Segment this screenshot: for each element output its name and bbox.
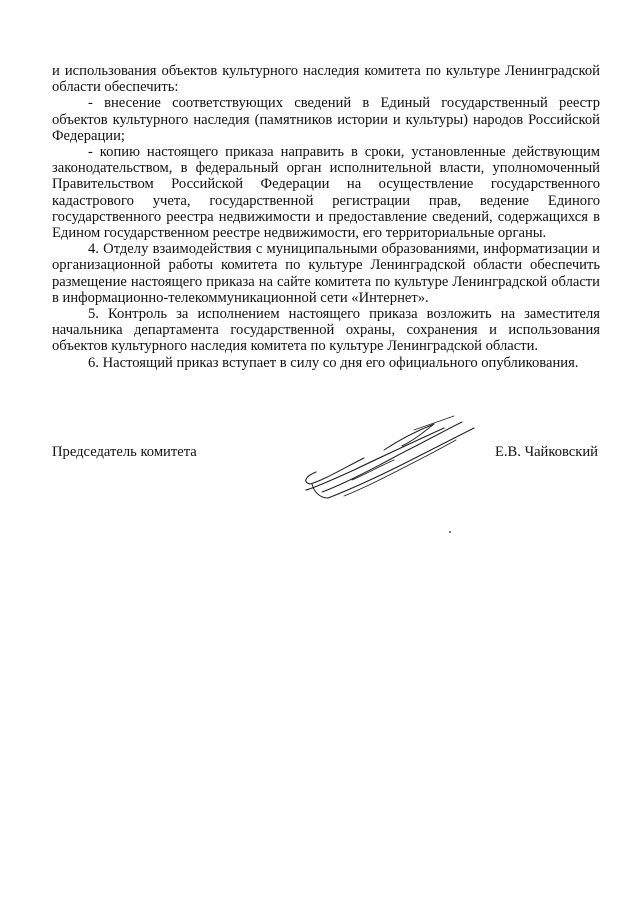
- signature-block: [52, 442, 600, 522]
- paragraph-continuation: и использования объектов культурного наследия комитета по культуре Ленинградской области обеспечить:: [52, 63, 600, 96]
- handwritten-signature: [284, 410, 494, 510]
- paragraph-item-5: 5. Контроль за исполнением настоящего приказа возложить на заместителя начальника департамента государственной охраны, сохранения и использования объектов культурного наследия комитета по культуре Ленинградской области.: [52, 306, 600, 355]
- paragraph-send-copy: - копию настоящего приказа направить в сроки, установленные действующим законодательством, в федеральный орган исполнительной власти, уполномоченный Правительством Российской Федерации на осуществление государственного кадастрового учета, государственной регистрации прав, ведение Единого государственного реестра недвижимости и предоставление сведений, содержащихся в Едином государственном реестре недвижимости, его территориальные органы.: [52, 144, 600, 242]
- paragraph-item-6: 6. Настоящий приказ вступает в силу со дня его официального опубликования.: [88, 354, 579, 371]
- signatory-name: Е.В. Чайковский: [494, 444, 598, 460]
- signatory-position: Председатель комитета: [52, 444, 197, 460]
- paragraph-item-4: 4. Отделу взаимодействия с муниципальными образованиями, информатизации и организационной работы комитета по культуре Ленинградской области обеспечить размещение настоящего приказа на сайте комитета по культуре Ленинградской области в информационно-телекоммуникационной сети «Интернет».: [52, 241, 600, 306]
- order-body: [52, 63, 600, 371]
- scan-speck: [449, 531, 451, 533]
- paragraph-register-entry: - внесение соответствующих сведений в Единый государственный реестр объектов культурного наследия (памятников истории и культуры) народов Российской Федерации;: [52, 95, 600, 144]
